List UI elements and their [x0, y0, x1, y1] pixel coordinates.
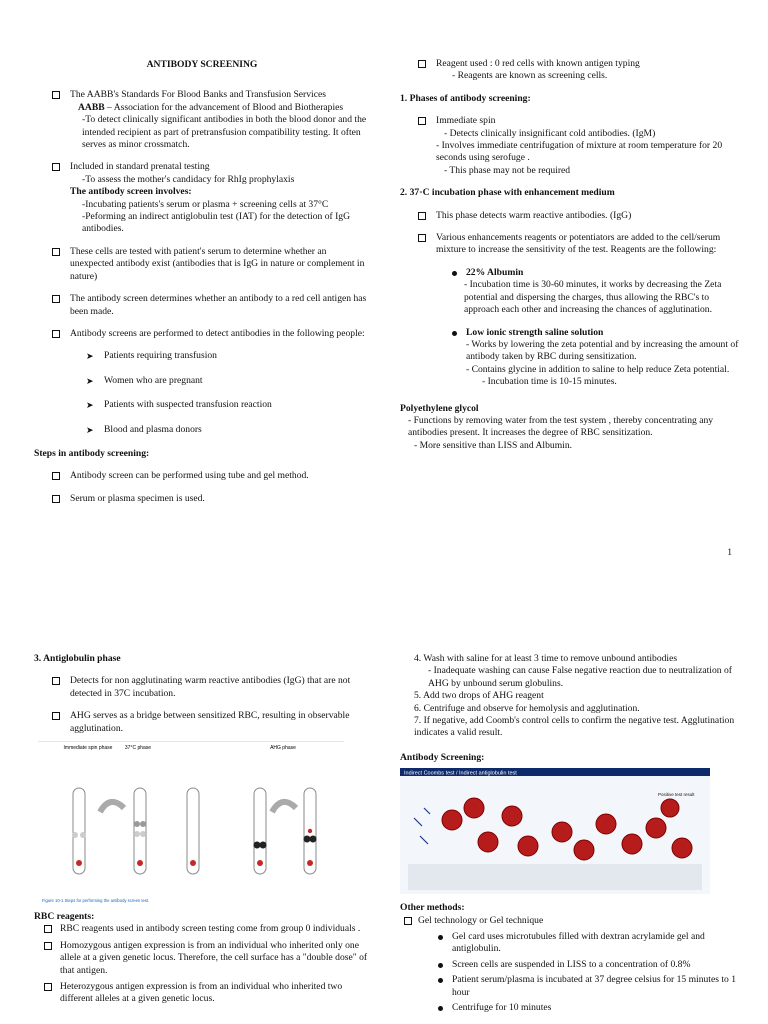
list-item [34, 328, 370, 340]
figure-caption-band [408, 864, 702, 890]
add-ahg-step: 5. Add two drops of AHG reagent [414, 690, 544, 702]
checkbox-square-icon [44, 942, 52, 950]
black-cell [304, 836, 311, 843]
aabb-label: AABB [78, 101, 105, 113]
screens-performed-text: Antibody screens are performed to detect antibodies in the following people: [70, 327, 365, 339]
list-item: RBC reagents used in antibody screen testing come from group 0 individuals . [34, 923, 374, 935]
list-item: ➤ Patients requiring transfusion [86, 350, 217, 362]
red-cell [661, 799, 679, 817]
list-item [400, 58, 740, 83]
page1-left-column [34, 56, 370, 515]
wash-step: 4. Wash with saline for at least 3 time to remove unbound antibodies [414, 653, 678, 664]
page2-left-column [34, 653, 374, 1010]
list-item: This phase detects warm reactive antibodies. (IgG) [400, 210, 740, 222]
page1-right-column [400, 58, 740, 452]
checkbox-square-icon [52, 472, 60, 480]
checkbox-square-icon [418, 234, 426, 242]
liss-text-1: - Works by lowering the zeta potential and by increasing the amount of antibody taken by RBC during sensitization. [466, 338, 739, 363]
gel-technique-label: Gel technology or Gel technique [418, 914, 544, 926]
dot-bullet-icon [452, 271, 457, 276]
immediate-spin-label: Immediate spin phase [63, 745, 113, 752]
indirect-coombs-figure [400, 768, 710, 894]
antibody-screening-heading: Antibody Screening: [400, 751, 485, 763]
grey-cell [140, 831, 146, 837]
figure-caption: Figure 10-1 Steps for performing the antibody screen test. [42, 898, 150, 904]
red-cell [478, 832, 498, 852]
centrifuge-step: 6. Centrifuge and observe for hemolysis and agglutination. [414, 702, 640, 714]
phase3-heading: 3. Antiglobulin phase [34, 653, 121, 664]
arrow-bullet-icon: ➤ [86, 351, 94, 362]
red-cell [646, 818, 666, 838]
aabb-standards-text: The AABB's Standards For Blood Banks and Transfusion Services [70, 89, 326, 101]
peg-heading: Polyethylene glycol [400, 402, 479, 414]
list-item [400, 115, 740, 177]
checkbox-square-icon [52, 677, 60, 685]
list-item: Various enhancements reagents or potentiators are added to the cell/serum mixture to increase the sensitivity of the test. Reagents are the following: [400, 232, 740, 257]
grey-cell [72, 832, 78, 838]
dot-bullet-icon [438, 935, 443, 940]
positive-result-label: Positive test result [658, 792, 695, 798]
list-item: Serum or plasma specimen is used. [34, 493, 370, 505]
liss-text-2: - Contains glycine in addition to saline to help reduce Zeta potential. [466, 363, 730, 375]
dot-bullet-icon [452, 331, 457, 336]
red-cell [137, 860, 143, 866]
grey-cell [140, 821, 146, 827]
peg-text-2: - More sensitive than LISS and Albumin. [414, 439, 573, 451]
tube-diagram [38, 742, 344, 904]
red-cell [464, 798, 484, 818]
list-item: ➤ Patients with suspected transfusion reaction [86, 399, 272, 411]
list-item: Homozygous antigen expression is from an individual who inherited only one allele at a given genetic locus. Therefore, the cell surface has a "double dose" of that antigen. [34, 940, 374, 977]
aabb-definition: – Association for the advancement of Blood and Biotherapies [104, 101, 344, 113]
red-cell [622, 834, 642, 854]
list-item [400, 267, 740, 317]
red-cell [502, 806, 522, 826]
antibody-mark [420, 836, 428, 844]
checkbox-square-icon [52, 295, 60, 303]
screen-determines-text: The antibody screen determines whether an antibody to a red cell antigen has been made. [70, 293, 367, 317]
red-cell [552, 822, 572, 842]
figure-title: Indirect Coombs test / Indirect antiglobulin test [404, 770, 517, 777]
immediate-spin-detail-3: - This phase may not be required [444, 164, 571, 176]
list-item [400, 915, 740, 927]
list-item: Patient serum/plasma is incubated at 37 degree celsius for 15 minutes to 1 hour [400, 974, 740, 999]
checkbox-square-icon [418, 212, 426, 220]
list-item: ➤ Women who are pregnant [86, 374, 203, 386]
checkbox-square-icon [52, 330, 60, 338]
grey-cell [134, 821, 140, 827]
phase2-heading: 2. 37◦C incubation phase with enhancement medium [400, 187, 615, 199]
rbc-reagents-heading: RBC reagents: [34, 911, 95, 923]
aabb-purpose: -To detect clinically significant antibodies in both the blood donor and the intended recipient as part of pretransfusion compatibility testing. It often serves as minor crossmatch. [82, 114, 367, 151]
page-number: 1 [727, 547, 732, 558]
page2-right-column [400, 653, 740, 1018]
list-item: Heterozygous antigen expression is from an individual who inherited two different alleles at a given genetic locus. [34, 981, 374, 1006]
screen-step-1: -Incubating patients's serum or plasma + screening cells at 37°C [82, 198, 329, 210]
screen-step-2: -Peforming an indirect antiglobulin test (IAT) for the detection of IgG antibodies. [82, 211, 351, 235]
grey-cell [80, 832, 86, 838]
black-cell [260, 842, 267, 849]
curved-arrow-icon [100, 802, 124, 812]
page-title: ANTIBODY SCREENING [146, 59, 258, 70]
arrow-bullet-icon: ➤ [86, 375, 94, 386]
immediate-spin-detail-2: - Involves immediate centrifugation of mixture at room temperature for 20 seconds using serofuge . [436, 140, 723, 164]
liss-text-3: - Incubation time is 10-15 minutes. [482, 376, 617, 388]
list-item: Detects for non agglutinating warm reactive antibodies (IgG) that are not detected in 37C incubation. [34, 675, 374, 700]
list-item [34, 293, 370, 318]
list-item: Centrifuge for 10 minutes [400, 1002, 740, 1014]
albumin-text: - Incubation time is 30-60 minutes, it works by decreasing the Zeta potential and dispersing the charges, thus allowing the RBC's to approach each other and increasing the chances of agglutination. [464, 279, 722, 316]
inadequate-washing-note: - Inadequate washing can cause False negative reaction due to neutralization of AHG by unbound serum globulins. [428, 665, 732, 689]
prenatal-text: Included in standard prenatal testing [70, 161, 210, 173]
antibody-mark [414, 818, 422, 826]
albumin-heading: 22% Albumin [466, 266, 524, 278]
ahg-phase-label: AHG phase [270, 745, 296, 752]
list-item: ➤ Blood and plasma donors [86, 423, 202, 435]
black-cell [254, 842, 261, 849]
immediate-spin-label: Immediate spin [436, 115, 496, 127]
list-item [400, 327, 740, 389]
arrow-bullet-icon: ➤ [86, 400, 94, 411]
dot-bullet-icon [438, 1006, 443, 1011]
checkbox-square-icon [52, 91, 60, 99]
antibody-mark [424, 808, 430, 814]
black-cell [310, 836, 317, 843]
list-item: Gel card uses microtubules filled with dextran acrylamide gel and antiglobulin. [400, 931, 740, 956]
list-item: Antibody screen can be performed using tube and gel method. [34, 470, 370, 482]
reagent-screening-cells: - Reagents are known as screening cells. [452, 70, 608, 82]
grey-cell [134, 831, 140, 837]
checkbox-square-icon [404, 917, 412, 925]
red-cell [76, 860, 82, 866]
checkbox-square-icon [52, 495, 60, 503]
prenatal-detail: -To assess the mother's candidacy for RhIg prophylaxis [82, 173, 295, 185]
antibody-screen-tube-figure [38, 741, 344, 903]
list-item [34, 89, 370, 151]
red-cell [574, 840, 594, 860]
phases-heading: 1. Phases of antibody screening: [400, 92, 531, 104]
list-item: AHG serves as a bridge between sensitized RBC, resulting in observable agglutination. [34, 710, 374, 735]
checkbox-square-icon [52, 248, 60, 256]
list-item: Screen cells are suspended in LISS to a concentration of 0.8% [400, 959, 740, 971]
dot-bullet-icon [438, 978, 443, 983]
checkbox-square-icon [52, 163, 60, 171]
liss-heading: Low ionic strength saline solution [466, 326, 604, 338]
other-methods-heading: Other methods: [400, 902, 465, 914]
red-cell [190, 860, 196, 866]
curved-arrow-icon [272, 802, 296, 812]
arrow-bullet-icon: ➤ [86, 424, 94, 435]
red-cell [308, 829, 312, 833]
checkbox-square-icon [52, 712, 60, 720]
red-cell [257, 860, 263, 866]
steps-heading: Steps in antibody screening: [34, 447, 150, 459]
peg-text-1: - Functions by removing water from the test system , thereby concentrating any antibodies present. It increases the degree of RBC sensitization. [408, 414, 714, 439]
checkbox-square-icon [418, 117, 426, 125]
red-cell [442, 810, 462, 830]
dot-bullet-icon [438, 963, 443, 968]
checkbox-square-icon [418, 60, 426, 68]
red-cell [596, 814, 616, 834]
phase-37c-label: 37°C phase [124, 745, 152, 752]
list-item [34, 161, 370, 235]
reagent-used: Reagent used : 0 red cells with known antigen typing [436, 58, 640, 69]
checkbox-square-icon [44, 983, 52, 991]
screen-involves-heading: The antibody screen involves: [70, 186, 192, 198]
coombs-diagram [400, 768, 710, 894]
coombs-control-step: 7. If negative, add Coomb's control cells to confirm the negative test. Agglutination indicates a valid result. [414, 715, 735, 739]
red-cell [518, 836, 538, 856]
immediate-spin-detail-1: - Detects clinically insignificant cold antibodies. (IgM) [444, 127, 656, 139]
checkbox-square-icon [44, 925, 52, 933]
red-cell [672, 838, 692, 858]
cells-tested-text: These cells are tested with patient's serum to determine whether an unexpected antibody exist (antibodies that is IgG in nature or complement in nature) [70, 245, 365, 282]
list-item [34, 246, 370, 283]
red-cell [307, 860, 313, 866]
